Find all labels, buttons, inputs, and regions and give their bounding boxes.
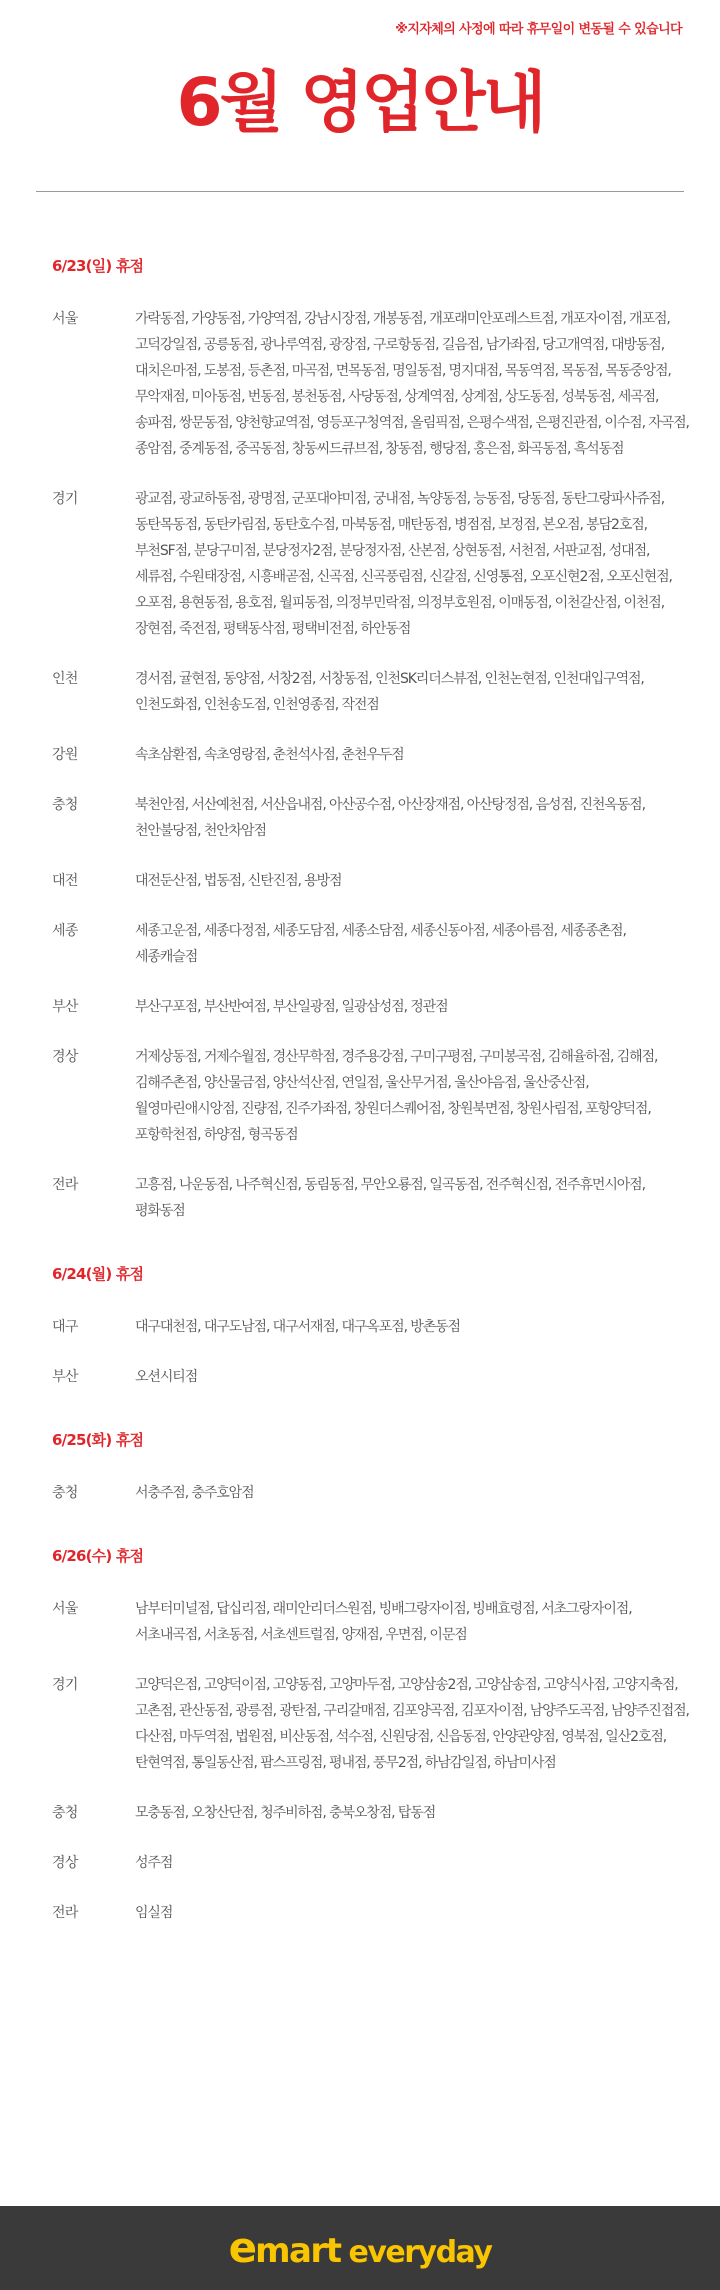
region-row — [52, 1850, 692, 1876]
region-name: 경상 — [52, 1855, 78, 1871]
region-name: 부산 — [52, 1369, 78, 1385]
emart-everyday-logo — [228, 2223, 492, 2272]
section-heading: 6/24(월) 휴점 — [52, 1265, 144, 1283]
region-row — [52, 1800, 692, 1826]
store-list: 오션시티점 — [135, 1369, 198, 1385]
closure-section — [52, 256, 692, 1224]
region-name: 인천 — [52, 671, 78, 687]
closure-section — [52, 1546, 692, 1926]
store-list: 모충동점, 오창산단점, 청주비하점, 충북오창점, 탑동점 — [135, 1805, 436, 1821]
store-list: 서충주점, 충주호암점 — [135, 1485, 254, 1501]
region-name: 서울 — [52, 1601, 78, 1617]
logo-e: e — [228, 2223, 256, 2272]
region-row — [52, 918, 692, 970]
closure-section — [52, 1264, 692, 1390]
region-row — [52, 1044, 692, 1148]
store-list: 경서점, 귤현점, 동양점, 서창2점, 서창동점, 인천SK리더스뷰점, 인천논현점, 인천대입구역점, 인천도화점, 인천송도점, 인천영종점, 작전점 — [135, 671, 644, 713]
region-row — [52, 1172, 692, 1224]
region-name: 대전 — [52, 873, 78, 889]
region-row — [52, 1364, 692, 1390]
region-row — [52, 1672, 692, 1776]
closure-schedule — [52, 256, 692, 1966]
region-name: 충청 — [52, 1485, 78, 1501]
store-list: 부산구포점, 부산반여점, 부산일광점, 일광삼성점, 정관점 — [135, 999, 448, 1015]
store-list: 가락동점, 가양동점, 가양역점, 강남시장점, 개봉동점, 개포래미안포레스트점, 개포자이점, 개포점, 고덕강일점, 공릉동점, 광나루역점, 광장점, 구로항동점, 길음점, 남가좌점, 당고개역점, 대방동점, 대치은마점, 도봉점, 등촌점, 마곡점, 면목동점, 명일동점, 명지대점, 목동역점, 목동점, 목동중앙점, 무악재점, 미아동점, 번동점, 봉천동점, 사당동점, 상계역점, 상계점, 상도동점, 성북동점, 세곡점, 송파점, 쌍문동점, 양천향교역점, 영등포구청역점, 올림픽점, 은평수색점, 은평진관점, 이수점, 자곡점, 종암점, 중계동점, 중곡동점, 창동씨드큐브점, 창동점, 행당점, 홍은점, 화곡동점, 흑석동점 — [135, 311, 689, 457]
region-name: 충청 — [52, 1805, 78, 1821]
section-heading: 6/23(일) 휴점 — [52, 257, 144, 275]
store-list: 고양덕은점, 고양덕이점, 고양동점, 고양마두점, 고양삼송2점, 고양삼송점, 고양식사점, 고양지축점, 고촌점, 관산동점, 광릉점, 광탄점, 구리갈매점, 김포양곡점, 김포자이점, 남양주도곡점, 남양주진접점, 다산점, 마두역점, 법원점, 비산동점, 석수점, 신원당점, 신읍동점, 안양관양점, 영북점, 일산2호점, 탄현역점, 통일동산점, 팜스프링점, 평내점, 풍무2점, 하남감일점, 하남미사점 — [135, 1677, 689, 1771]
logo-mart: mart — [255, 2231, 341, 2271]
region-row — [52, 1314, 692, 1340]
region-name: 서울 — [52, 311, 78, 327]
store-list: 거제상동점, 거제수월점, 경산무학점, 경주용강점, 구미구평점, 구미봉곡점, 김해율하점, 김해점, 김해주촌점, 양산물금점, 양산석산점, 연일점, 울산무거점, 울산야음점, 울산중산점, 월영마린애시앙점, 진량점, 진주가좌점, 창원더스퀘어점, 창원북면점, 창원사림점, 포항양덕점, 포항학천점, 하양점, 형곡동점 — [135, 1049, 658, 1143]
region-row — [52, 1596, 692, 1648]
page-title: 6월 영업안내 — [176, 64, 544, 141]
store-list: 광교점, 광교하동점, 광명점, 군포대야미점, 궁내점, 녹양동점, 능동점, 당동점, 동탄그랑파사쥬점, 동탄목동점, 동탄카림점, 동탄호수점, 마북동점, 매탄동점, 병점점, 보정점, 본오점, 봉담2호점, 부천SF점, 분당구미점, 분당정자2점, 분당정자점, 산본점, 상현동점, 서천점, 서판교점, 성대점, 세류점, 수원태장점, 시흥배곧점, 신곡점, 신곡풍림점, 신갈점, 신영통점, 오포신현2점, 오포신현점, 오포점, 용현동점, 용호점, 월피동점, 의정부민락점, 의정부호원점, 이매동점, 이천갈산점, 이천점, 장현점, 죽전점, 평택동삭점, 평택비전점, 하안동점 — [135, 491, 672, 637]
store-list: 성주점 — [135, 1855, 173, 1871]
store-list: 임실점 — [135, 1905, 173, 1921]
region-row — [52, 868, 692, 894]
section-heading: 6/26(수) 휴점 — [52, 1547, 144, 1565]
closure-section — [52, 1430, 692, 1506]
region-name: 경상 — [52, 1049, 78, 1065]
logo-everyday: everyday — [348, 2235, 492, 2270]
region-name: 강원 — [52, 747, 78, 763]
region-row — [52, 306, 692, 462]
store-list: 북천안점, 서산예천점, 서산읍내점, 아산공수점, 아산장재점, 아산탕정점, 음성점, 진천옥동점, 천안불당점, 천안차암점 — [135, 797, 645, 839]
store-list: 고흥점, 나운동점, 나주혁신점, 동림동점, 무안오룡점, 일곡동점, 전주혁신점, 전주휴먼시아점, 평화동점 — [135, 1177, 645, 1219]
region-row — [52, 1480, 692, 1506]
region-row — [52, 792, 692, 844]
region-row — [52, 1900, 692, 1926]
region-name: 경기 — [52, 1677, 78, 1693]
section-heading: 6/25(화) 휴점 — [52, 1431, 144, 1449]
store-list: 대구대천점, 대구도남점, 대구서재점, 대구옥포점, 방촌동점 — [135, 1319, 460, 1335]
region-name: 충청 — [52, 797, 78, 813]
region-name: 경기 — [52, 491, 78, 507]
region-name: 부산 — [52, 999, 78, 1015]
region-name: 전라 — [52, 1177, 78, 1193]
region-row — [52, 994, 692, 1020]
store-list: 남부터미널점, 답십리점, 래미안리더스원점, 빙배그랑자이점, 빙배효령점, 서초그랑자이점, 서초내곡점, 서초동점, 서초센트럴점, 양재점, 우면점, 이문점 — [135, 1601, 632, 1643]
region-name: 세종 — [52, 923, 78, 939]
region-name: 대구 — [52, 1319, 78, 1335]
store-list: 대전둔산점, 법동점, 신탄진점, 용방점 — [135, 873, 342, 889]
divider — [36, 191, 684, 192]
region-row — [52, 666, 692, 718]
footer-bar — [0, 2206, 720, 2290]
notice-text: ※지자체의 사정에 따라 휴무일이 변동될 수 있습니다 — [395, 22, 682, 37]
region-name: 전라 — [52, 1905, 78, 1921]
store-list: 세종고운점, 세종다정점, 세종도담점, 세종소담점, 세종신동아점, 세종아름점, 세종종촌점, 세종캐슬점 — [135, 923, 626, 965]
region-row — [52, 742, 692, 768]
store-list: 속초삼환점, 속초영랑점, 춘천석사점, 춘천우두점 — [135, 747, 404, 763]
region-row — [52, 486, 692, 642]
